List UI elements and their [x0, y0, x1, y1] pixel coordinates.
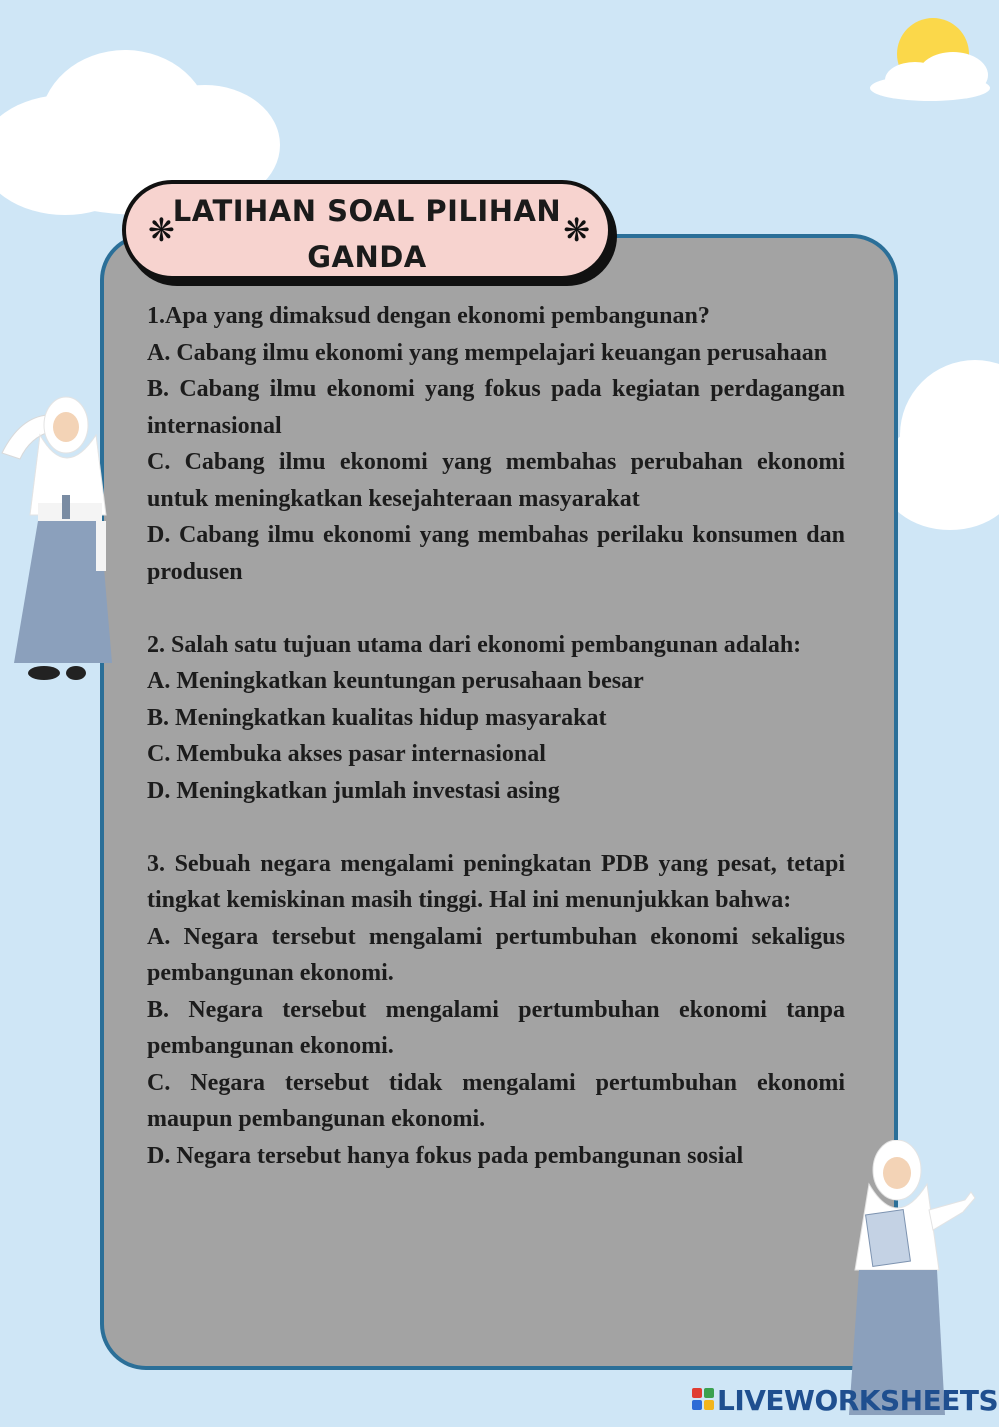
student-saluting-illustration [0, 395, 120, 690]
asterisk-flower-icon: ❋ [563, 211, 590, 249]
option-a[interactable]: A. Cabang ilmu ekonomi yang mempelajari keuangan perusahaan [147, 339, 828, 366]
student-with-book-illustration [845, 1140, 980, 1415]
option-c[interactable]: C. Membuka akses pasar internasional [147, 741, 546, 767]
liveworksheets-grid-icon [692, 1388, 714, 1410]
liveworksheets-logo [692, 1384, 998, 1420]
option-b[interactable]: B. Negara tersebut mengalami pertumbuhan ekonomi tanpa pembangunan ekonomi. [147, 996, 845, 1059]
option-a[interactable]: A. Negara tersebut mengalami pertumbuhan ekonomi sekaligus pembangunan ekonomi. [147, 923, 845, 986]
question-2 [147, 627, 845, 810]
title-banner [122, 180, 612, 280]
option-b[interactable]: B. Cabang ilmu ekonomi yang fokus pada kegiatan perdagangan internasional [147, 376, 845, 439]
option-b[interactable]: B. Meningkatkan kualitas hidup masyarakat [147, 704, 607, 731]
option-d[interactable]: D. Negara tersebut hanya fokus pada pembangunan sosial [147, 1142, 744, 1169]
question-list [147, 298, 845, 1174]
option-c[interactable]: C. Negara tersebut tidak mengalami pertumbuhan ekonomi maupun pembangunan ekonomi. [147, 1069, 845, 1132]
asterisk-flower-icon: ❋ [148, 211, 175, 249]
question-1 [147, 298, 845, 590]
option-d[interactable]: D. Cabang ilmu ekonomi yang membahas perilaku konsumen dan produsen [147, 522, 845, 585]
question-text: 1.Apa yang dimaksud dengan ekonomi pembangunan? [147, 303, 710, 329]
logo-text: LIVEWORKSHEETS [717, 1384, 999, 1417]
option-a[interactable]: A. Meningkatkan keuntungan perusahaan besar [147, 668, 644, 694]
question-text: 2. Salah satu tujuan utama dari ekonomi pembangunan adalah: [147, 631, 802, 658]
page-title-line1: LATIHAN SOAL PILIHAN [172, 194, 562, 228]
question-text: 3. Sebuah negara mengalami peningkatan PDB yang pesat, tetapi tingkat kemiskinan masih tinggi. Hal ini menunjukkan bahwa: [147, 850, 845, 913]
option-d[interactable]: D. Meningkatkan jumlah investasi asing [147, 777, 560, 804]
page-title-line2: GANDA [307, 240, 427, 274]
question-3 [147, 846, 845, 1175]
option-c[interactable]: C. Cabang ilmu ekonomi yang membahas perubahan ekonomi untuk meningkatkan kesejahteraan masyarakat [147, 449, 845, 512]
